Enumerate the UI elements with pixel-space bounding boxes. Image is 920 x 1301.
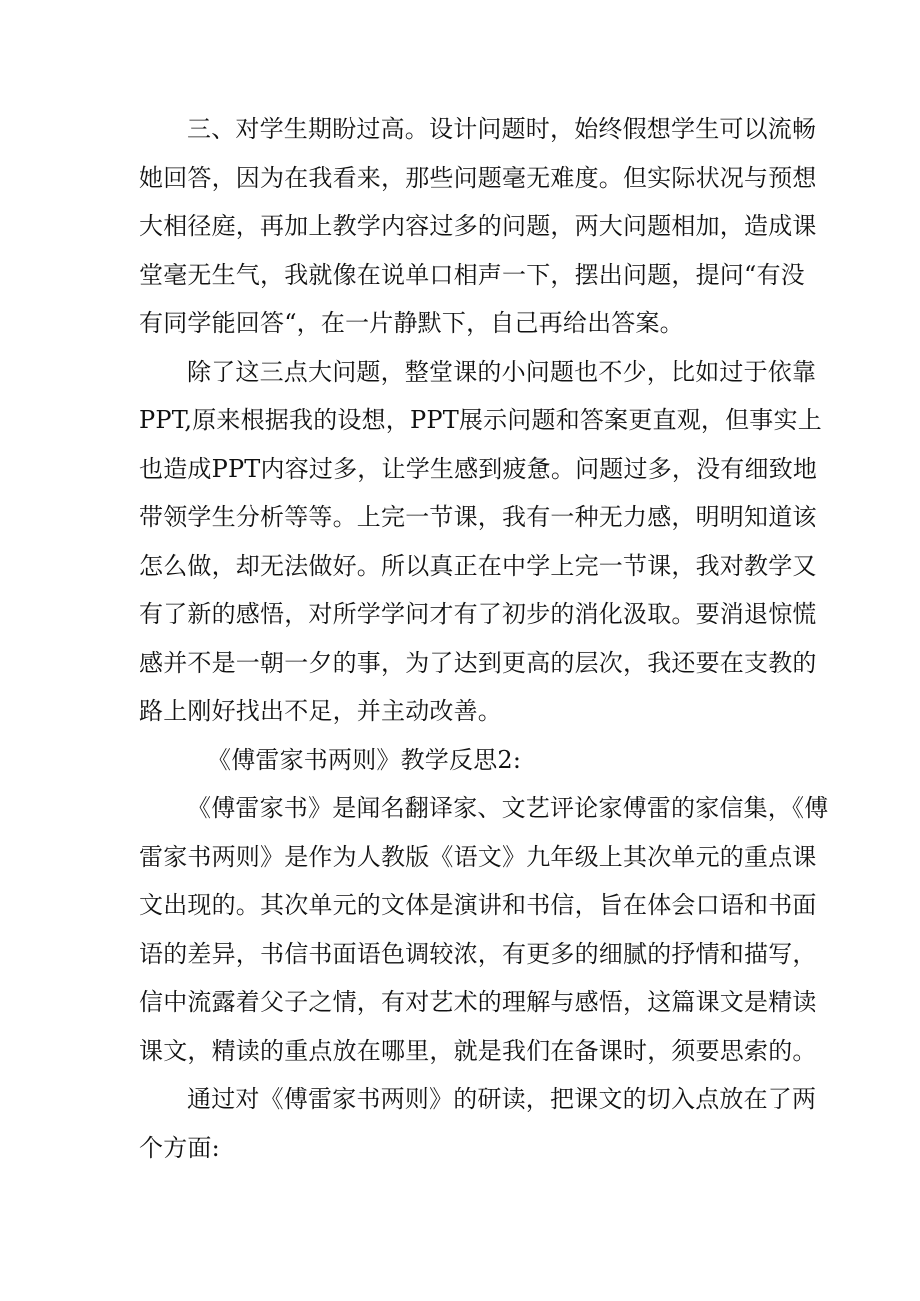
- text-line: 除了这三点大问题，整堂课的小问题也不少，比如过于依靠: [187, 357, 817, 386]
- text-line: 雷家书两则》是作为人教版《语文》九年级上其次单元的重点课: [139, 842, 817, 871]
- text-line: 怎么做，却无法做好。所以真正在中学上完一节课，我对教学又: [139, 551, 817, 580]
- text-line: 也造成PPT内容过多，让学生感到疲惫。问题过多，没有细致地: [139, 454, 818, 483]
- text-line: 有同学能回答“，在一片静默下，自己再给出答案。: [139, 309, 684, 337]
- section-heading: [139, 736, 799, 785]
- text-line: 堂毫无生气，我就像在说单口相声一下，摆出问题，提问“有没: [139, 260, 805, 289]
- text-line: PPT,原来根据我的设想，PPT展示问题和答案更直观，但事实上: [139, 406, 822, 434]
- document-body: [139, 105, 829, 1172]
- text-line: 她回答，因为在我看来，那些问题毫无难度。但实际状况与预想: [139, 163, 817, 192]
- text-line: 大相径庭，再加上教学内容过多的问题，两大问题相加，造成课: [139, 212, 817, 240]
- text-line: 三、对学生期盼过高。设计问题时，始终假想学生可以流畅: [187, 115, 817, 143]
- text-line: 课文，精读的重点放在哪里，就是我们在备课时，须要思索的。: [139, 1036, 817, 1065]
- paragraph-fu-lei-intro: [139, 784, 829, 1075]
- text-line: 带领学生分析等等。上完一节课，我有一种无力感，明明知道该: [139, 503, 817, 531]
- paragraph-small-problems: [139, 348, 822, 736]
- text-line: 感并不是一朝一夕的事，为了达到更高的层次，我还要在支教的: [139, 648, 817, 677]
- text-line: 路上刚好找出不足，并主动改善。: [139, 697, 502, 725]
- paragraph-expectations: [139, 105, 817, 348]
- text-line: 《傅雷家书》是闻名翻译家、文艺评论家傅雷的家信集，《傅: [187, 794, 829, 822]
- text-line: 信中流露着父子之情，有对艺术的理解与感悟，这篇课文是精读: [139, 988, 817, 1016]
- heading-line: 《傅雷家书两则》教学反思2:: [207, 745, 522, 774]
- text-line: 文出现的。其次单元的文体是演讲和书信，旨在体会口语和书面: [139, 891, 817, 919]
- paragraph-entry-points: [139, 1075, 817, 1172]
- text-line: 语的差异，书信书面语色调较浓，有更多的细腻的抒情和描写，: [139, 939, 817, 968]
- text-line: 有了新的感悟，对所学学问才有了初步的消化汲取。要消退惊慌: [139, 600, 817, 628]
- text-line: 通过对《傅雷家书两则》的研读，把课文的切入点放在了两: [187, 1085, 817, 1113]
- text-line: 个方面:: [139, 1133, 220, 1162]
